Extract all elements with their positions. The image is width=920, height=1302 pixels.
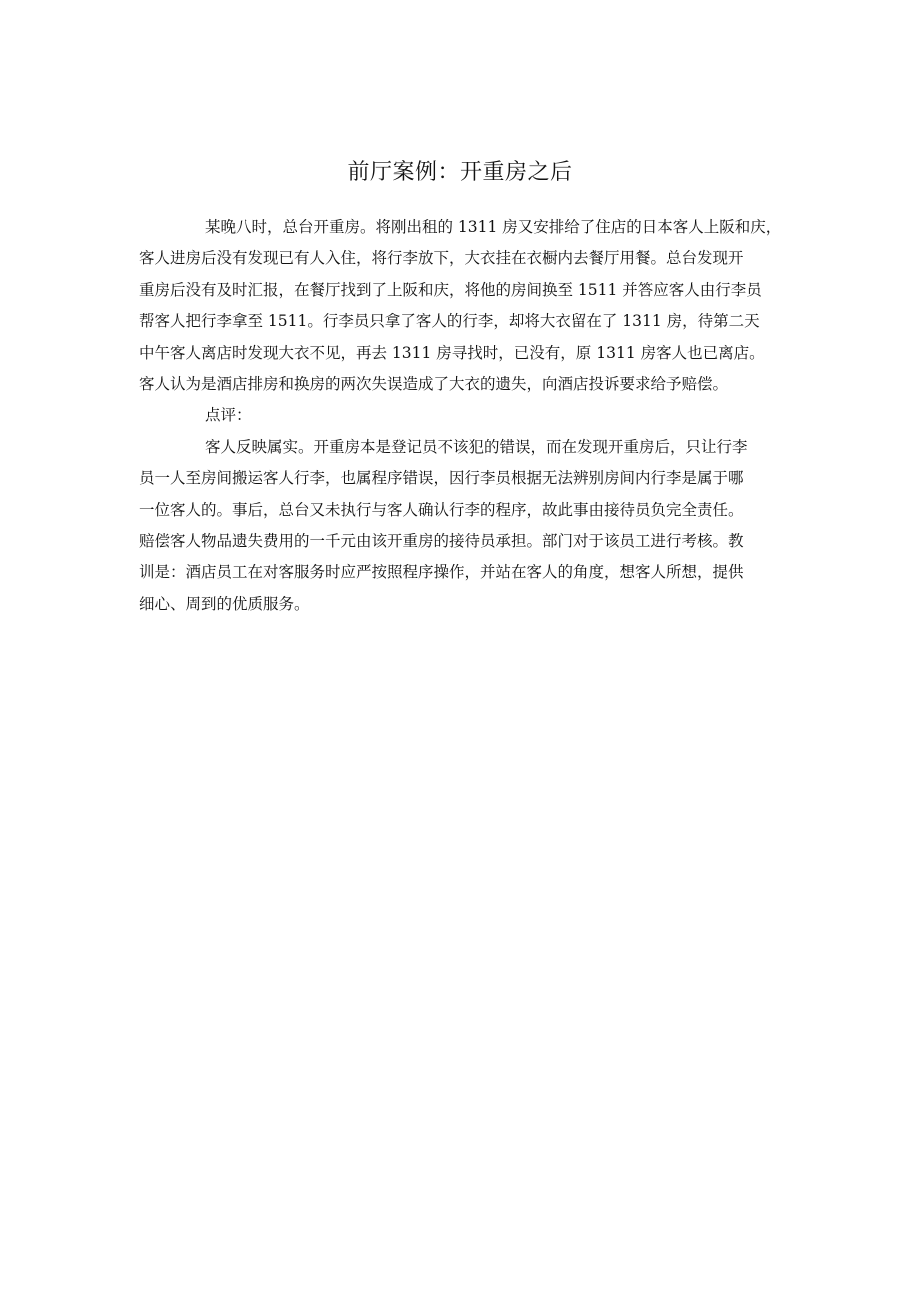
review-line: 细心、周到的优质服务。 <box>139 594 310 613</box>
review-paragraph <box>139 432 799 620</box>
review-line: 客人反映属实。开重房本是登记员不该犯的错误，而在发现开重房后，只让行李 <box>205 437 748 456</box>
case-line: 重房后没有及时汇报，在餐厅找到了上阪和庆，将他的房间换至 1511 并答应客人由行李员 <box>139 280 762 299</box>
review-line: 一位客人的。事后，总台又未执行与客人确认行李的程序，故此事由接待员负完全责任。 <box>139 500 744 519</box>
review-label: 点评： <box>205 406 252 425</box>
document-title: 前厅案例：开重房之后 <box>347 160 573 185</box>
case-line: 帮客人把行李拿至 1511。行李员只拿了客人的行李，却将大衣留在了 1311 房，待第二天 <box>139 312 760 331</box>
review-line: 赔偿客人物品遗失费用的一千元由该开重房的接待员承担。部门对于该员工进行考核。教 <box>139 531 744 550</box>
case-line: 客人认为是酒店排房和换房的两次失误造成了大衣的遗失，向酒店投诉要求给予赔偿。 <box>139 374 729 393</box>
case-line: 某晚八时，总台开重房。将刚出租的 1311 房又安排给了住店的日本客人上阪和庆， <box>205 218 782 236</box>
review-line: 员一人至房间搬运客人行李，也属程序错误，因行李员根据无法辨别房间内行李是属于哪 <box>139 469 744 488</box>
case-paragraph <box>139 212 799 400</box>
case-line: 客人进房后没有发现已有人入住，将行李放下，大衣挂在衣橱内去餐厅用餐。总台发现开 <box>139 249 744 268</box>
case-line: 中午客人离店时发现大衣不见，再去 1311 房寻找时，已没有，原 1311 房客人也已离店。 <box>139 343 765 362</box>
document-body <box>139 212 799 620</box>
review-line: 训是：酒店员工在对客服务时应严按照程序操作，并站在客人的角度，想客人所想，提供 <box>139 563 744 582</box>
